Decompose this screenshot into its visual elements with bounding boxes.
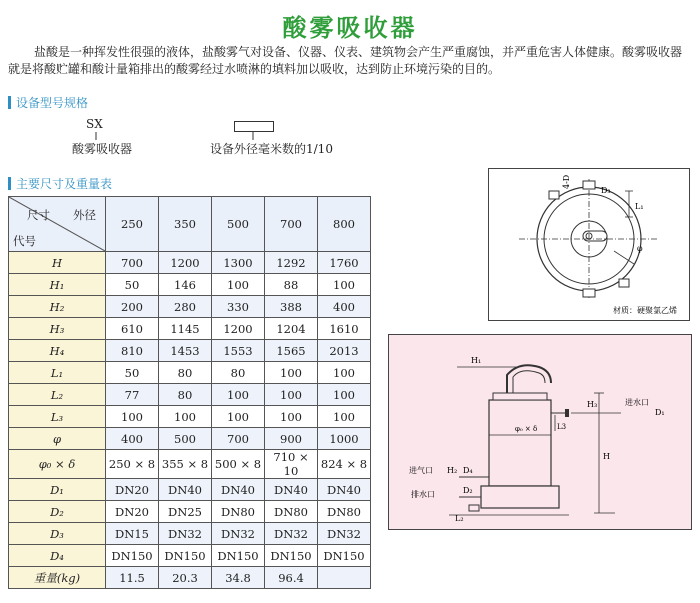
column-header: 500: [212, 197, 265, 252]
top-view-drawing: [489, 169, 689, 320]
table-row: [9, 479, 371, 501]
table-row: [9, 450, 371, 479]
table-row: [9, 296, 371, 318]
table-row: [9, 523, 371, 545]
table-cell: 80: [159, 384, 212, 406]
label-d1: D₁: [655, 408, 665, 417]
row-label: D₂: [9, 501, 106, 523]
row-label: 重量(kg): [9, 567, 106, 589]
row-label: D₄: [9, 545, 106, 567]
table-cell: 1610: [318, 318, 371, 340]
table-cell: 100: [265, 406, 318, 428]
table-row: [9, 501, 371, 523]
label-h1: H₁: [471, 356, 482, 365]
table-row: [9, 428, 371, 450]
table-cell: DN32: [212, 523, 265, 545]
table-row: [9, 545, 371, 567]
table-cell: 100: [159, 406, 212, 428]
model-code-meaning: 酸雾吸收器: [72, 142, 133, 156]
table-row: [9, 567, 371, 589]
row-label: D₁: [9, 479, 106, 501]
label-h: H: [603, 452, 610, 461]
table-cell: 710 × 10: [265, 450, 318, 479]
table-cell: DN150: [106, 545, 159, 567]
label-l2: L₂: [455, 514, 464, 523]
table-cell: DN150: [318, 545, 371, 567]
table-cell: 1204: [265, 318, 318, 340]
table-row: [9, 406, 371, 428]
table-cell: 80: [159, 362, 212, 384]
table-cell: DN15: [106, 523, 159, 545]
table-cell: 1145: [159, 318, 212, 340]
row-label: φ₀ × δ: [9, 450, 106, 479]
table-cell: DN32: [318, 523, 371, 545]
table-cell: 100: [212, 384, 265, 406]
table-cell: 77: [106, 384, 159, 406]
table-cell: 388: [265, 296, 318, 318]
row-label: φ: [9, 428, 106, 450]
table-cell: DN80: [265, 501, 318, 523]
table-cell: 100: [318, 406, 371, 428]
table-cell: 280: [159, 296, 212, 318]
section-model-heading: 设备型号规格: [16, 96, 89, 110]
table-cell: 1553: [212, 340, 265, 362]
label-gas-in: 进气口: [409, 466, 433, 475]
table-cell: DN25: [159, 501, 212, 523]
table-cell: 88: [265, 274, 318, 296]
table-cell: DN40: [265, 479, 318, 501]
model-box-meaning: 设备外径毫米数的1/10: [210, 142, 333, 156]
table-cell: 700: [212, 428, 265, 450]
table-cell: 610: [106, 318, 159, 340]
row-label: D₃: [9, 523, 106, 545]
intro-line-2: 就是将酸贮罐和酸计量箱排出的酸雾经过水喷淋的填料加以吸收，达到防止环境污染的目的。: [8, 62, 501, 76]
row-label: L₃: [9, 406, 106, 428]
table-cell: DN40: [212, 479, 265, 501]
table-cell: 100: [106, 406, 159, 428]
label-h3: H₃: [587, 400, 598, 409]
table-cell: 100: [265, 362, 318, 384]
table-cell: 1300: [212, 252, 265, 274]
table-cell: 824 × 8: [318, 450, 371, 479]
section-table-heading: 主要尺寸及重量表: [16, 177, 113, 191]
table-cell: DN40: [318, 479, 371, 501]
row-label: H₁: [9, 274, 106, 296]
table-cell: 900: [265, 428, 318, 450]
figure-top-view: [488, 168, 690, 321]
table-cell: 100: [318, 362, 371, 384]
label-phi0: φ₀ × δ: [515, 425, 538, 433]
table-cell: DN32: [265, 523, 318, 545]
table-cell: DN20: [106, 479, 159, 501]
table-cell: DN150: [212, 545, 265, 567]
label-d2: D₂: [463, 486, 473, 495]
column-header: 250: [106, 197, 159, 252]
label-water-in: 进水口: [625, 398, 649, 407]
table-cell: 20.3: [159, 567, 212, 589]
table-cell: DN150: [265, 545, 318, 567]
table-row: [9, 318, 371, 340]
table-cell: 80: [212, 362, 265, 384]
table-cell: 200: [106, 296, 159, 318]
table-cell: DN40: [159, 479, 212, 501]
table-cell: 50: [106, 274, 159, 296]
label-d3: D₃: [601, 186, 611, 195]
row-label: L₁: [9, 362, 106, 384]
table-cell: 810: [106, 340, 159, 362]
section-marker: [8, 177, 11, 190]
table-cell: 1000: [318, 428, 371, 450]
table-cell: DN150: [159, 545, 212, 567]
table-cell: 355 × 8: [159, 450, 212, 479]
row-label: L₂: [9, 384, 106, 406]
table-cell: 250 × 8: [106, 450, 159, 479]
table-cell: 330: [212, 296, 265, 318]
corner-label-bottom: 代号: [13, 234, 36, 248]
intro-line-1: 盐酸是一种挥发性很强的液体，盐酸雾气对设备、仪器、仪表、建筑物会产生严重腐蚀，并严重危害人体健康。酸雾吸收器: [34, 45, 683, 59]
table-cell: DN80: [212, 501, 265, 523]
side-view-drawing: [389, 335, 691, 529]
table-cell: [318, 567, 371, 589]
table-row: [9, 340, 371, 362]
row-label: H₄: [9, 340, 106, 362]
row-label: H₃: [9, 318, 106, 340]
table-cell: 400: [106, 428, 159, 450]
table-cell: 100: [318, 274, 371, 296]
section-table: [8, 175, 112, 192]
label-drain: 排水口: [411, 490, 435, 499]
label-4d: 4-D: [562, 174, 571, 189]
table-cell: 2013: [318, 340, 371, 362]
table-cell: 100: [265, 384, 318, 406]
label-d4: D₄: [463, 466, 473, 475]
table-row: [9, 252, 371, 274]
row-label: H₂: [9, 296, 106, 318]
table-row: [9, 274, 371, 296]
corner-label-right: 外径: [73, 208, 96, 222]
page-title: 酸雾吸收器: [282, 14, 418, 42]
table-cell: DN80: [318, 501, 371, 523]
column-header: 350: [159, 197, 212, 252]
table-cell: 700: [106, 252, 159, 274]
table-cell: 96.4: [265, 567, 318, 589]
table-cell: 1200: [212, 318, 265, 340]
table-cell: 100: [318, 384, 371, 406]
material-note: 材质：硬聚氯乙烯: [613, 306, 677, 315]
label-l1: L₁: [635, 202, 644, 211]
column-header: 800: [318, 197, 371, 252]
label-phi: φ: [637, 244, 643, 253]
figure-side-view: [388, 334, 692, 530]
table-cell: 100: [212, 274, 265, 296]
table-header-row: [9, 197, 371, 252]
table-cell: 1200: [159, 252, 212, 274]
table-cell: DN32: [159, 523, 212, 545]
table-cell: 500 × 8: [212, 450, 265, 479]
table-corner-cell: [9, 197, 106, 252]
label-h2: H₂: [447, 466, 458, 475]
table-cell: 1292: [265, 252, 318, 274]
spec-table: [8, 196, 371, 589]
table-cell: 400: [318, 296, 371, 318]
table-cell: 34.8: [212, 567, 265, 589]
table-cell: 500: [159, 428, 212, 450]
table-cell: 1760: [318, 252, 371, 274]
corner-label-top: 尺寸: [27, 208, 50, 222]
label-l3: L3: [557, 423, 567, 431]
table-cell: DN20: [106, 501, 159, 523]
table-cell: 1453: [159, 340, 212, 362]
table-row: [9, 384, 371, 406]
table-cell: 11.5: [106, 567, 159, 589]
table-row: [9, 362, 371, 384]
model-connector-lines: [0, 0, 700, 160]
table-cell: 146: [159, 274, 212, 296]
table-cell: 50: [106, 362, 159, 384]
model-code: SX: [86, 117, 103, 131]
column-header: 700: [265, 197, 318, 252]
table-cell: 1565: [265, 340, 318, 362]
row-label: H: [9, 252, 106, 274]
table-cell: 100: [212, 406, 265, 428]
